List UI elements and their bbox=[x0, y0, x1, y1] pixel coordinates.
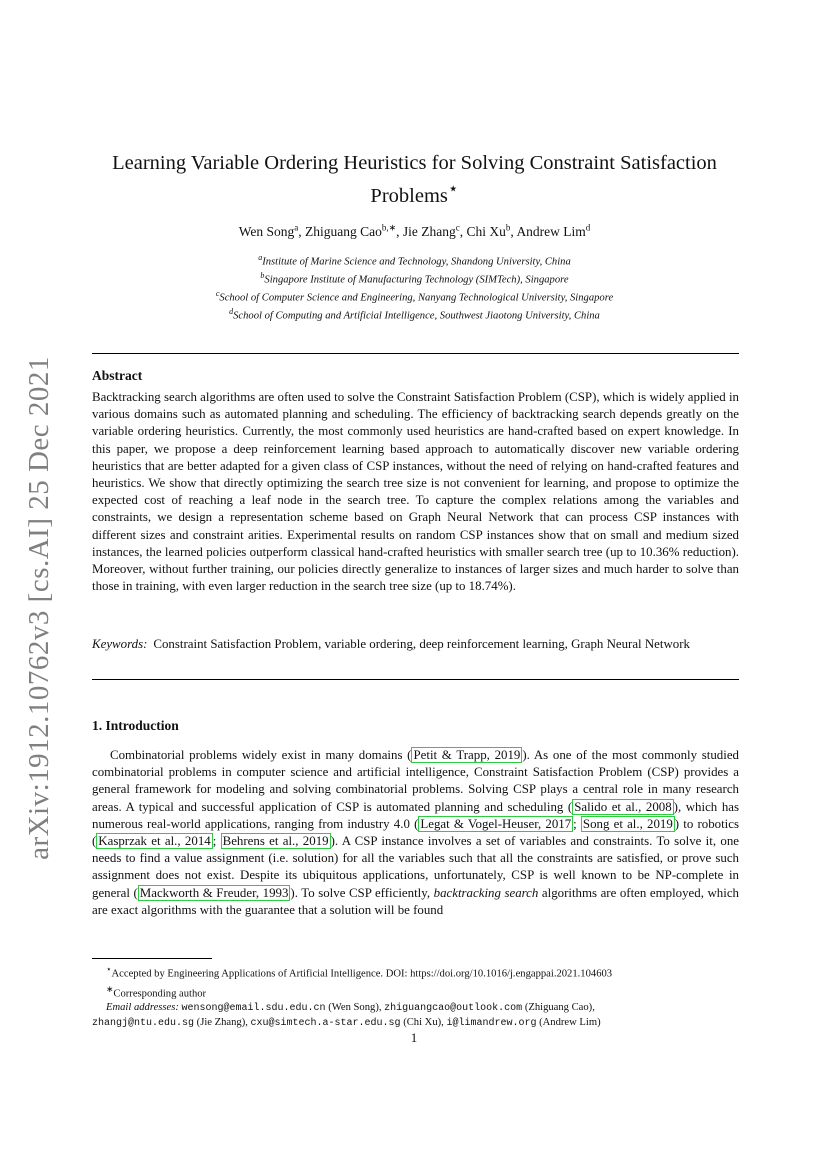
title-footnote-mark[interactable]: ⋆ bbox=[447, 179, 459, 198]
affiliation-list bbox=[92, 251, 737, 323]
citation-link[interactable]: Petit & Trapp, 2019 bbox=[413, 748, 521, 762]
footnote-emails-cont: zhangj@ntu.edu.sg (Jie Zhang), cxu@simtech.a-star.edu.sg (Chi Xu), i@limandrew.org (Andrew Lim) bbox=[92, 1017, 601, 1030]
footnote-emails: Email addresses: wensong@email.sdu.edu.cn (Wen Song), zhiguangcao@outlook.com (Zhiguang Cao), bbox=[106, 1002, 595, 1015]
introduction-paragraph: Combinatorial problems widely exist in many domains ( Petit & Trapp, 2019 ). As one of the most commonly studied combinatorial problems in computer science and artificial intelligence, Constraint Satisfaction Problem (CSP) provides a general framework for modeling and solving combinatorial problems. Solving CSP plays a central role in many research areas. A typical and successful application of CSP is automated planning and scheduling ( Salido et al., 2008 ), which has numerous real-world applications, ranging from industry 4.0 ( Legat & Vogel-Heuser, 2017 ; Song et al., 2019 ) to robotics ( Kasprzak et al., 2014 ; Behrens et al., 2019 ). A CSP instance involves a set of variables and constraints. To solve it, one needs to find a value assignment (i.e. solution) for all the variables such that all the constraints are satisfied, or prove such assignment does not exist. Despite its ubiquitous applications, unfortunately, CSP is well known to be NP-complete in general ( Mackworth & Freuder, 1993 ). To solve CSP efficiently, backtracking search algorithms are often employed, which are exact algorithms with the guarantee that a solution will be found bbox=[92, 748, 739, 917]
author: Wen Song$^a$, bbox=[238, 222, 305, 239]
footnotes bbox=[92, 962, 739, 1031]
keywords bbox=[92, 636, 739, 653]
citation-link[interactable]: Salido et al., 2008 bbox=[574, 799, 672, 814]
email-link[interactable]: cxu@simtech.a-star.edu.sg bbox=[250, 1018, 401, 1030]
author: Zhiguang Cao$^{b,∗}$, bbox=[304, 222, 403, 239]
footnote-accepted: ⋆Accepted by Engineering Applications of Artificial Intelligence. DOI: https://doi.org/10.1016/j.engappai.2021.104603 bbox=[106, 964, 613, 980]
keywords-text: Constraint Satisfaction Problem, variable ordering, deep reinforcement learning, Graph Neural Network bbox=[153, 637, 690, 651]
citation-link[interactable]: Mackworth & Freuder, 1993 bbox=[139, 885, 289, 900]
email-link[interactable]: zhangj@ntu.edu.sg bbox=[92, 1018, 195, 1030]
title-line-1: Learning Variable Ordering Heuristics for Solving Constraint Satisfaction bbox=[112, 152, 717, 174]
citation-link[interactable]: Legat & Vogel-Heuser, 2017 bbox=[420, 816, 572, 831]
email-link[interactable]: wensong@email.sdu.edu.cn bbox=[181, 1003, 326, 1015]
author: Chi Xu$^b$, bbox=[466, 222, 517, 239]
affiliation: $^a$Institute of Marine Science and Technology, Shandong University, China bbox=[258, 253, 571, 268]
author-list bbox=[92, 222, 737, 240]
arxiv-stamp: arXiv:1912.10762v3 [cs.AI] 25 Dec 2021 bbox=[23, 356, 55, 860]
affiliation: $^c$School of Computer Science and Engineering, Nanyang Technological University, Singapore bbox=[215, 289, 614, 304]
affiliation: $^d$School of Computing and Artificial Intelligence, Southwest Jiaotong University, China bbox=[229, 307, 600, 322]
page-number: 1 bbox=[410, 1030, 418, 1045]
title-line-2: Problems bbox=[370, 184, 448, 207]
footnote-corresponding: ∗Corresponding author bbox=[106, 983, 207, 1000]
affiliation: $^b$Singapore Institute of Manufacturing Technology (SIMTech), Singapore bbox=[260, 271, 569, 286]
email-link[interactable]: zhiguangcao@outlook.com bbox=[384, 1003, 523, 1015]
abstract-top-rule bbox=[92, 353, 739, 354]
author: Andrew Lim$^d$ bbox=[516, 222, 591, 239]
footnote-rule bbox=[92, 958, 212, 959]
abstract-bottom-rule bbox=[92, 679, 739, 680]
author: Jie Zhang$^c$, bbox=[402, 222, 467, 239]
paper-title bbox=[92, 150, 737, 209]
citation-link[interactable]: Song et al., 2019 bbox=[582, 816, 673, 831]
citation-link[interactable]: Behrens et al., 2019 bbox=[222, 834, 329, 849]
email-link[interactable]: i@limandrew.org bbox=[446, 1018, 537, 1030]
keywords-label: Keywords: bbox=[92, 637, 148, 651]
section-heading-introduction: 1. Introduction bbox=[92, 718, 179, 733]
abstract-heading: Abstract bbox=[92, 368, 143, 383]
abstract-text: Backtracking search algorithms are often used to solve the Constraint Satisfaction Problem (CSP), which is widely applied in various domains such as automated planning and scheduling. The efficiency of backtracking search depends greatly on the variable ordering heuristics. Currently, the most commonly used heuristics are hand-crafted based on expert knowledge. In this paper, we propose a deep reinforcement learning based approach to automatically discover new variable ordering heuristics that are better adapted for a given class of CSP instances, without the need of relying on hand-crafted features and heuristics. We show that directly optimizing the search tree size is not convenient for learning, and propose to optimize the expected cost of reaching a leaf node in the search tree. To capture the complex relations among the variables and constraints, we design a representation scheme based on Graph Neural Network that can process CSP instances with different sizes and constraint arities. Experimental results on random CSP instances show that on small and medium sized instances, the learned policies outperform classical hand-crafted heuristics with smaller search tree (up to 10.36% reduction). Moreover, without further training, our policies directly generalize to instances of larger sizes and much harder to solve than those in training, with even larger reduction in the search tree size (up to 18.74%). bbox=[92, 390, 739, 594]
citation-link[interactable]: Kasprzak et al., 2014 bbox=[98, 834, 211, 849]
